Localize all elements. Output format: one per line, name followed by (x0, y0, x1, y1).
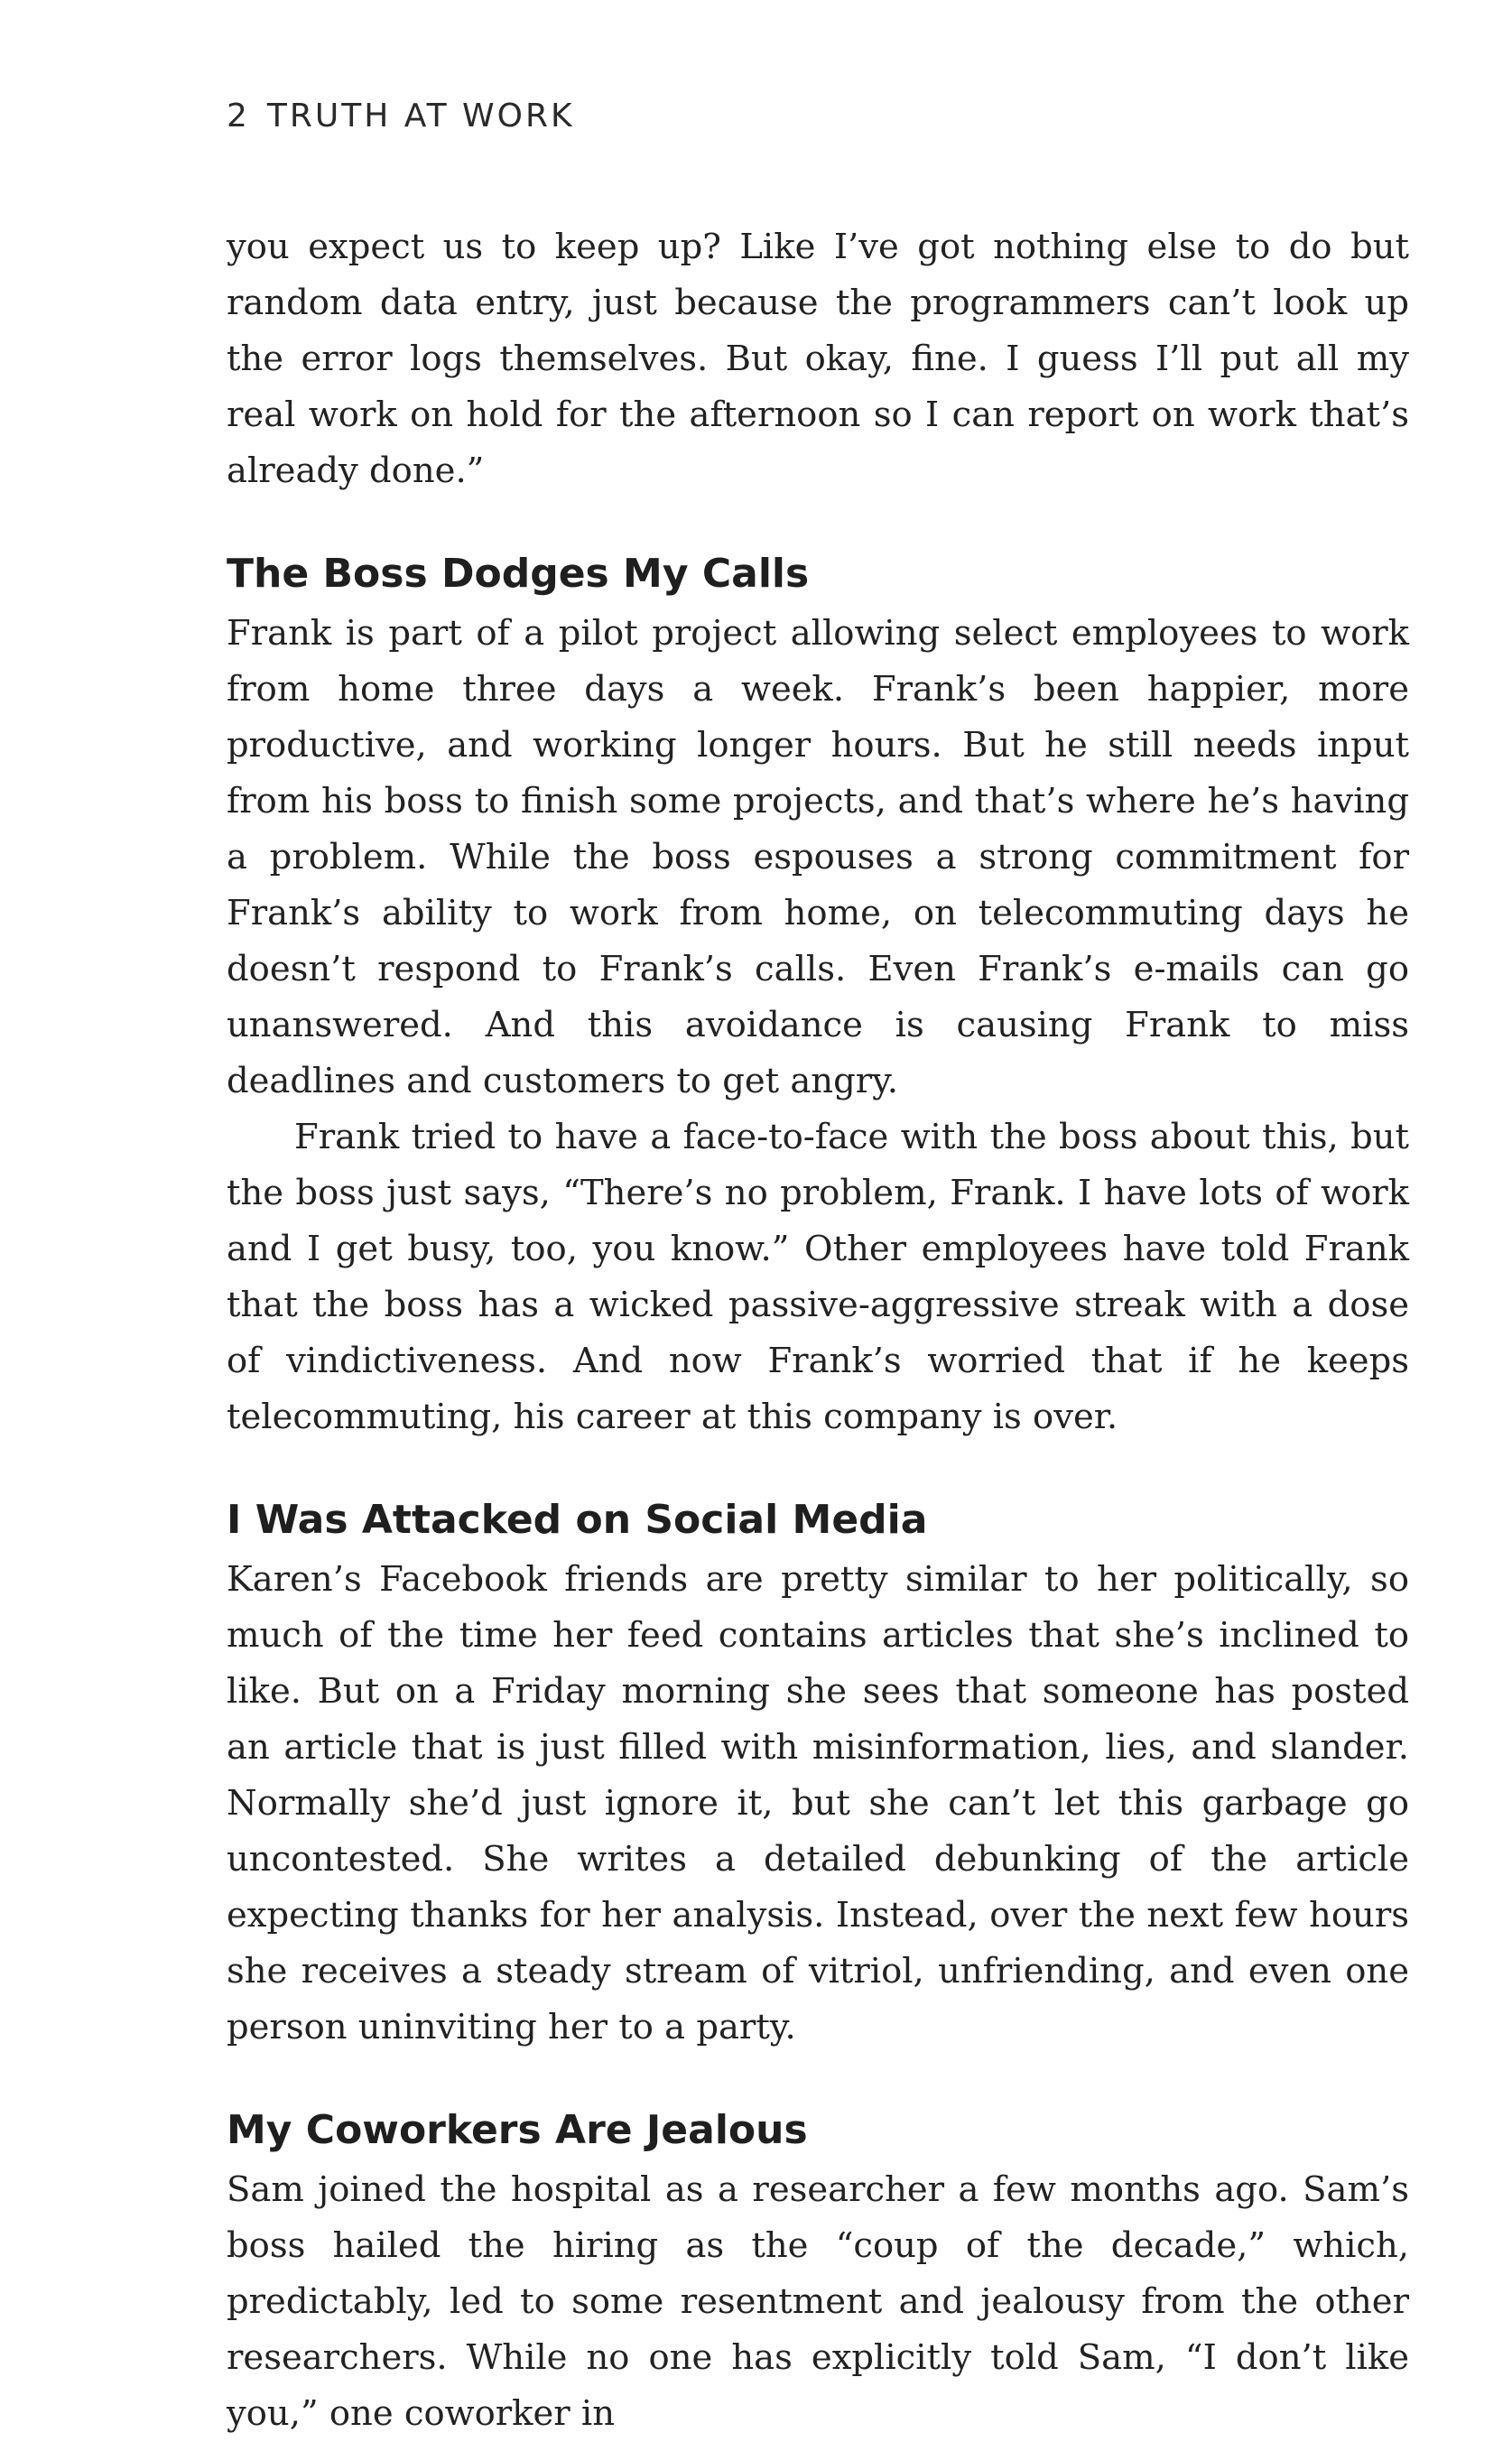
boss-paragraph-2: Frank tried to have a face-to-face with the boss about this, but the boss just says, “There’s no problem, Frank. I have lots of work and I get busy, too, you know.” Other employees have told Frank that the boss has a wicked passive-aggressive streak with a dose of vindictiveness. And now Frank’s worried that if he keeps telecommuting, his career at this company is over. (227, 1117, 1409, 1437)
section-heading-boss: The Boss Dodges My Calls (227, 551, 810, 597)
running-head (227, 97, 575, 135)
coworkers-paragraph: Sam joined the hospital as a researcher a few months ago. Sam’s boss hailed the hiring as the “coup of the decade,” which, predictably, led to some resentment and jealousy from the other researchers. While no one has explicitly told Sam, “I don’t like you,” one coworker in (227, 2169, 1409, 2434)
section-heading-coworkers: My Coworkers Are Jealous (227, 2107, 808, 2153)
page-number: 2 (227, 97, 247, 135)
boss-paragraph-1: Frank is part of a pilot project allowing select employees to work from home three days a week. Frank’s been happier, more productive, and working longer hours. But he still needs input from his boss to finish some projects, and that’s where he’s having a problem. While the boss espouses a strong commitment for Frank’s ability to work from home, on telecommuting days he doesn’t respond to Frank’s calls. Even Frank’s e-mails can go unanswered. And this avoidance is causing Frank to miss deadlines and customers to get angry. (227, 613, 1409, 1101)
social-media-paragraph: Karen’s Facebook friends are pretty similar to her politically, so much of the time her feed contains articles that she’s inclined to like. But on a Friday morning she sees that someone has posted an article that is just filled with misinformation, lies, and slander. Normally she’d just ignore it, but she can’t let this garbage go uncontested. She writes a detailed debunking of the article expecting thanks for her analysis. Instead, over the next few hours she receives a steady stream of vitriol, unfriending, and even one person uninviting her to a party. (227, 1559, 1409, 2047)
running-title: TRUTH AT WORK (266, 97, 575, 135)
body-text (227, 219, 1409, 2442)
intro-paragraph: you expect us to keep up? Like I’ve got nothing else to do but random data entry, just because the programmers can’t look up the error logs themselves. But okay, fine. I guess I’ll put all my real work on hold for the afternoon so I can report on work that’s already done.” (227, 227, 1409, 491)
section-heading-social-media: I Was Attacked on Social Media (227, 1497, 928, 1543)
